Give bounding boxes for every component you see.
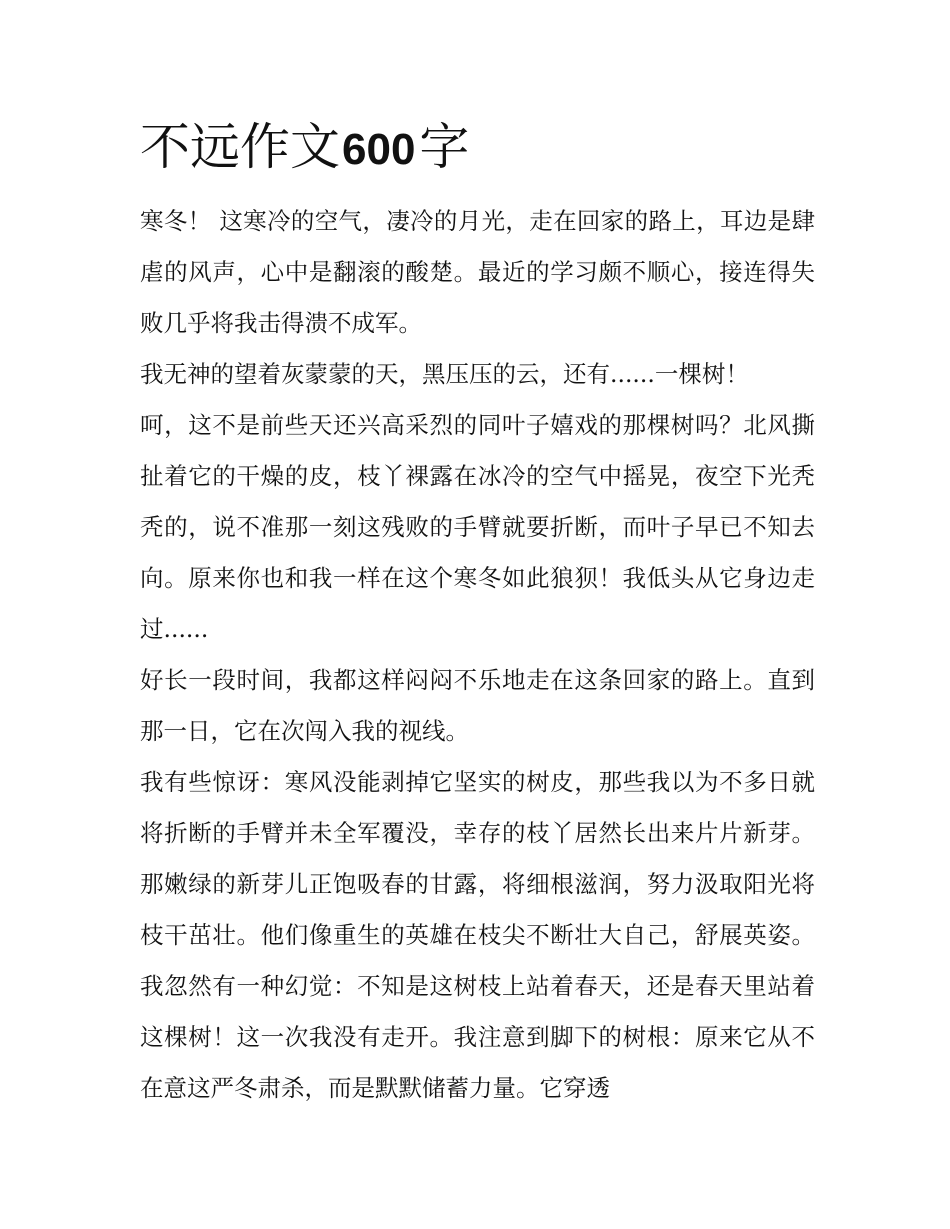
title-suffix: 字 bbox=[419, 118, 470, 176]
paragraph-4: 好长一段时间，我都这样闷闷不乐地走在这条回家的路上。直到那一日，它在次闯入我的视线。 bbox=[140, 666, 815, 745]
document-title bbox=[140, 112, 469, 185]
title-number: 600 bbox=[342, 125, 416, 174]
title-prefix: 不远作文 bbox=[140, 118, 340, 176]
paragraph-1: 寒冬！ 这寒冷的空气，凄冷的月光，走在回家的路上，耳边是肆虐的风声，心中是翻滚的酸楚。最近的学习颇不顺心，接连得失败几乎将我击得溃不成军。 bbox=[140, 207, 815, 337]
paragraph-3: 呵，这不是前些天还兴高采烈的同叶子嬉戏的那棵树吗？北风撕扯着它的干燥的皮，枝丫裸露在冰冷的空气中摇晃，夜空下光秃秃的，说不准那一刻这残败的手臂就要折断，而叶子早已不知去向。原来你也和我一样在这个寒冬如此狼狈！我低头从它身边走过...... bbox=[140, 411, 815, 643]
essay-body bbox=[140, 196, 815, 1114]
paragraph-5: 我有些惊讶：寒风没能剥掉它坚实的树皮，那些我以为不多日就将折断的手臂并未全军覆没，幸存的枝丫居然长出来片片新芽。那嫩绿的新芽儿正饱吸春的甘露，将细根滋润，努力汲取阳光将枝干茁壮。他们像重生的英雄在枝尖不断壮大自己，舒展英姿。我忽然有一种幻觉：不知是这树枝上站着春天，还是春天里站着这棵树！这一次我没有走开。我注意到脚下的树根：原来它从不在意这严冬肃杀，而是默默储蓄力量。它穿透 bbox=[140, 768, 815, 1102]
paragraph-2: 我无神的望着灰蒙蒙的天，黑压压的云，还有......一棵树！ bbox=[140, 360, 749, 388]
